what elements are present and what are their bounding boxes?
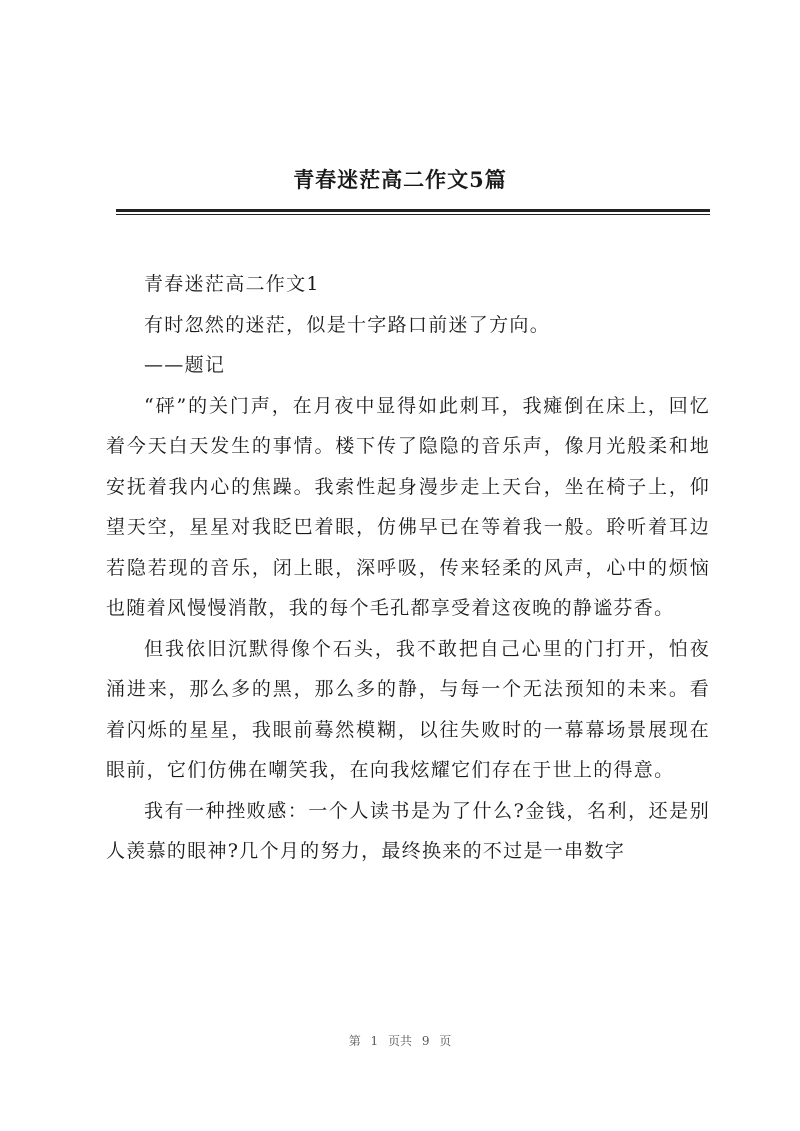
document-body [106,264,710,872]
body-paragraph: 我有一种挫败感：一个人读书是为了什么?金钱，名利，还是别人羡慕的眼神?几个月的努力，最终换来的不过是一串数字 [106,799,710,862]
page-number: 第 1 页共 9 页 [348,1034,452,1048]
body-paragraph: “砰”的关门声，在月夜中显得如此刺耳，我瘫倒在床上，回忆着今天白天发生的事情。楼下传了隐隐的音乐声，像月光般柔和地安抚着我内心的焦躁。我索性起身漫步走上天台，坐在椅子上，仰望天空，星星对我眨巴着眼，仿佛早已在等着我一般。聆听着耳边若隐若现的音乐，闭上眼，深呼吸，传来轻柔的风声，心中的烦恼也随着风慢慢消散，我的每个毛孔都享受着这夜晚的静谧芬香。 [106,394,710,619]
document-title: 青春迷茫高二作文5篇 [293,167,507,192]
title-divider-thin [116,214,710,215]
epigraph-attribution: ——题记 [144,354,226,376]
epigraph-line: 有时忽然的迷茫，似是十字路口前迷了方向。 [144,313,551,336]
title-divider [116,209,710,212]
section-heading: 青春迷茫高二作文1 [144,273,320,295]
body-paragraph: 但我依旧沉默得像个石头，我不敢把自己心里的门打开，怕夜涌进来，那么多的黑，那么多的静，与每一个无法预知的未来。看着闪烁的星星，我眼前蓦然模糊，以往失败时的一幕幕场景展现在眼前，它们仿佛在嘲笑我，在向我炫耀它们存在于世上的得意。 [106,637,710,781]
